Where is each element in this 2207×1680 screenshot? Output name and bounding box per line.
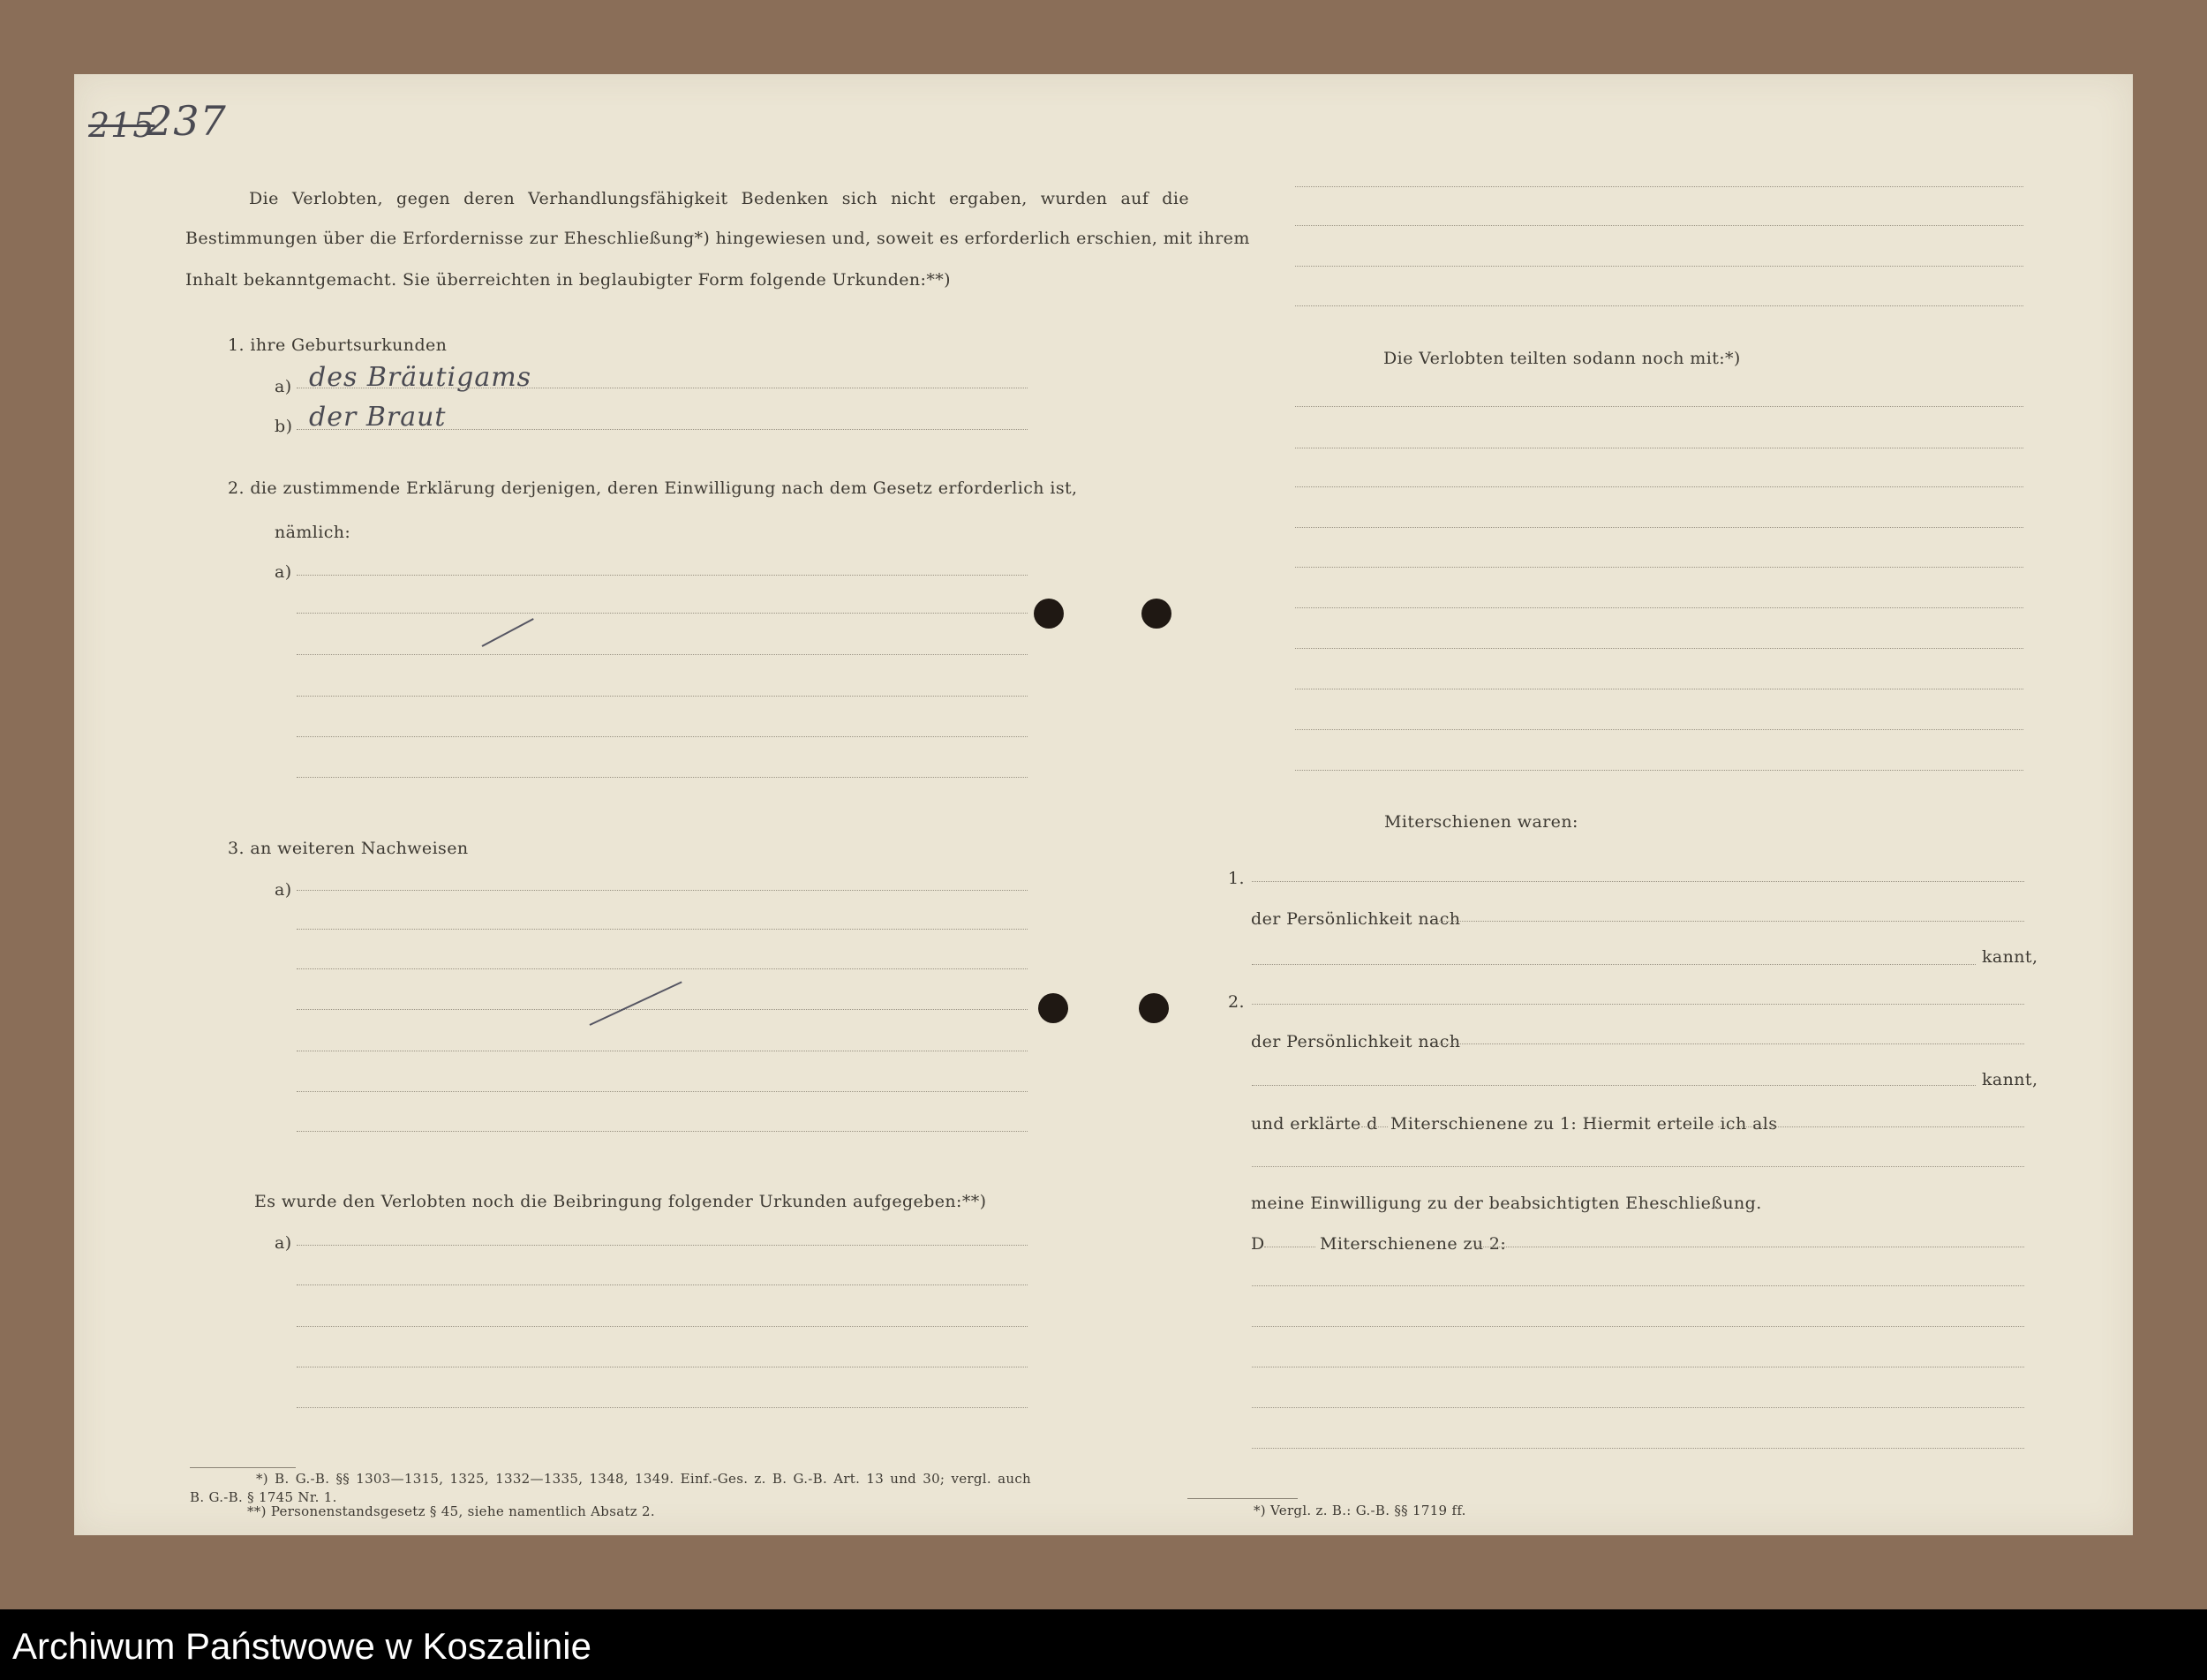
witness-2-person-line bbox=[1432, 1043, 2024, 1044]
item3-line bbox=[297, 1091, 1028, 1092]
item3-line bbox=[297, 1009, 1028, 1010]
item2-a-label: a) bbox=[275, 562, 292, 582]
declared-line-2 bbox=[1252, 1166, 2024, 1167]
item2-line bbox=[297, 696, 1028, 697]
right-top-line bbox=[1295, 305, 2023, 306]
item1-b-handwriting: der Braut bbox=[309, 402, 447, 433]
declared-label: und erklärte d bbox=[1251, 1114, 1378, 1134]
item2-line bbox=[297, 575, 1028, 576]
item2-line-2: nämlich: bbox=[275, 523, 351, 542]
d-line bbox=[1252, 1448, 2024, 1449]
item2-line bbox=[297, 613, 1028, 614]
item3-line bbox=[297, 1131, 1028, 1132]
further-documents-line: Es wurde den Verlobten noch die Beibringung folgender Urkunden aufgegeben:**) bbox=[254, 1192, 987, 1211]
item1-label: 1. ihre Geburtsurkunden bbox=[228, 335, 448, 355]
witness-1-person-line bbox=[1432, 921, 2024, 922]
witness-1-kannt: kannt, bbox=[1982, 947, 2038, 967]
right-footnote: *) Vergl. z. B.: G.-B. §§ 1719 ff. bbox=[1254, 1503, 1466, 1518]
item3-a-label: a) bbox=[275, 880, 292, 900]
item2-line-1: 2. die zustimmende Erklärung derjenigen, deren Einwilligung nach dem Gesetz erforderlich ist, bbox=[228, 478, 1078, 498]
miterschienen-header: Miterschienen waren: bbox=[1384, 812, 1578, 832]
item2-line bbox=[297, 654, 1028, 655]
archive-number-struck: 215 bbox=[88, 106, 155, 145]
archive-label-bar bbox=[0, 1609, 2207, 1680]
statement-line bbox=[1295, 607, 2023, 608]
statement-line bbox=[1295, 648, 2023, 649]
witness-1-person-label: der Persönlichkeit nach bbox=[1251, 909, 1461, 929]
intro-line-3: Inhalt bekanntgemacht. Sie überreichten in beglaubigter Form folgende Urkunden:**) bbox=[185, 270, 951, 290]
right-top-line bbox=[1295, 266, 2023, 267]
document-sheet bbox=[74, 74, 2133, 1535]
item3-line bbox=[297, 929, 1028, 930]
witness-1-number: 1. bbox=[1228, 869, 1245, 888]
further-line bbox=[297, 1245, 1028, 1246]
witness-1-kannt-line bbox=[1252, 964, 1976, 965]
verlobten-statement-label: Die Verlobten teilten sodann noch mit:*) bbox=[1383, 349, 1741, 368]
declared-line bbox=[1718, 1126, 2024, 1127]
archive-label: Archiwum Państwowe w Koszalinie bbox=[12, 1625, 591, 1667]
d-line bbox=[1252, 1326, 2024, 1327]
consent-line: meine Einwilligung zu der beabsichtigten Eheschließung. bbox=[1251, 1194, 1762, 1213]
item2-line bbox=[297, 777, 1028, 778]
archive-number: 237 bbox=[147, 97, 227, 145]
right-top-line bbox=[1295, 186, 2023, 187]
footnote-1: *) B. G.-B. §§ 1303—1315, 1325, 1332—1335, 1348, 1349. Einf.-Ges. z. B. G.-B. Art. 13 und 30; vergl. auch bbox=[256, 1471, 1031, 1487]
statement-line bbox=[1295, 729, 2023, 730]
punch-hole bbox=[1141, 599, 1171, 629]
punch-hole bbox=[1034, 599, 1064, 629]
footnote-separator bbox=[190, 1467, 296, 1468]
statement-line bbox=[1295, 770, 2023, 771]
right-top-line bbox=[1295, 225, 2023, 226]
declared-blank bbox=[1361, 1126, 1388, 1127]
statement-line bbox=[1295, 486, 2023, 487]
punch-hole bbox=[1038, 993, 1068, 1023]
declared-mid: Miterschienene zu 1: Hiermit erteile ich als bbox=[1390, 1114, 1778, 1134]
witness-1-line bbox=[1252, 881, 2024, 882]
footnote-1-cont: B. G.-B. § 1745 Nr. 1. bbox=[190, 1489, 337, 1505]
footnote-2: **) Personenstandsgesetz § 45, siehe namentlich Absatz 2. bbox=[247, 1503, 655, 1519]
item1-b-line bbox=[297, 429, 1028, 430]
item2-line bbox=[297, 736, 1028, 737]
item3-line bbox=[297, 968, 1028, 969]
statement-line bbox=[1295, 527, 2023, 528]
d-line bbox=[1252, 1285, 2024, 1286]
statement-line bbox=[1295, 406, 2023, 407]
d-label: D bbox=[1251, 1234, 1265, 1254]
punch-hole bbox=[1139, 993, 1169, 1023]
witness-2-kannt: kannt, bbox=[1982, 1070, 2038, 1089]
witness-2-kannt-line bbox=[1252, 1085, 1976, 1086]
item1-b-label: b) bbox=[275, 417, 293, 436]
item1-a-label: a) bbox=[275, 377, 292, 396]
intro-line-2: Bestimmungen über die Erfordernisse zur Eheschließung*) hingewiesen und, soweit es erforderlich erschien, mit ihrem bbox=[185, 229, 1250, 248]
further-line bbox=[297, 1407, 1028, 1408]
further-line bbox=[297, 1326, 1028, 1327]
d-mid: Miterschienene zu 2: bbox=[1320, 1234, 1507, 1254]
further-line bbox=[297, 1284, 1028, 1285]
d-line bbox=[1252, 1407, 2024, 1408]
witness-2-person-label: der Persönlichkeit nach bbox=[1251, 1032, 1461, 1051]
item3-label: 3. an weiteren Nachweisen bbox=[228, 839, 469, 858]
right-footnote-separator bbox=[1187, 1498, 1298, 1499]
witness-2-number: 2. bbox=[1228, 992, 1245, 1012]
further-a-label: a) bbox=[275, 1233, 292, 1253]
item3-line bbox=[297, 890, 1028, 891]
item1-a-handwriting: des Bräutigams bbox=[309, 362, 532, 393]
statement-line bbox=[1295, 567, 2023, 568]
witness-2-line bbox=[1252, 1004, 2024, 1005]
intro-line-1: Die Verlobten, gegen deren Verhandlungsfähigkeit Bedenken sich nicht ergaben, wurden auf die bbox=[249, 189, 1189, 208]
